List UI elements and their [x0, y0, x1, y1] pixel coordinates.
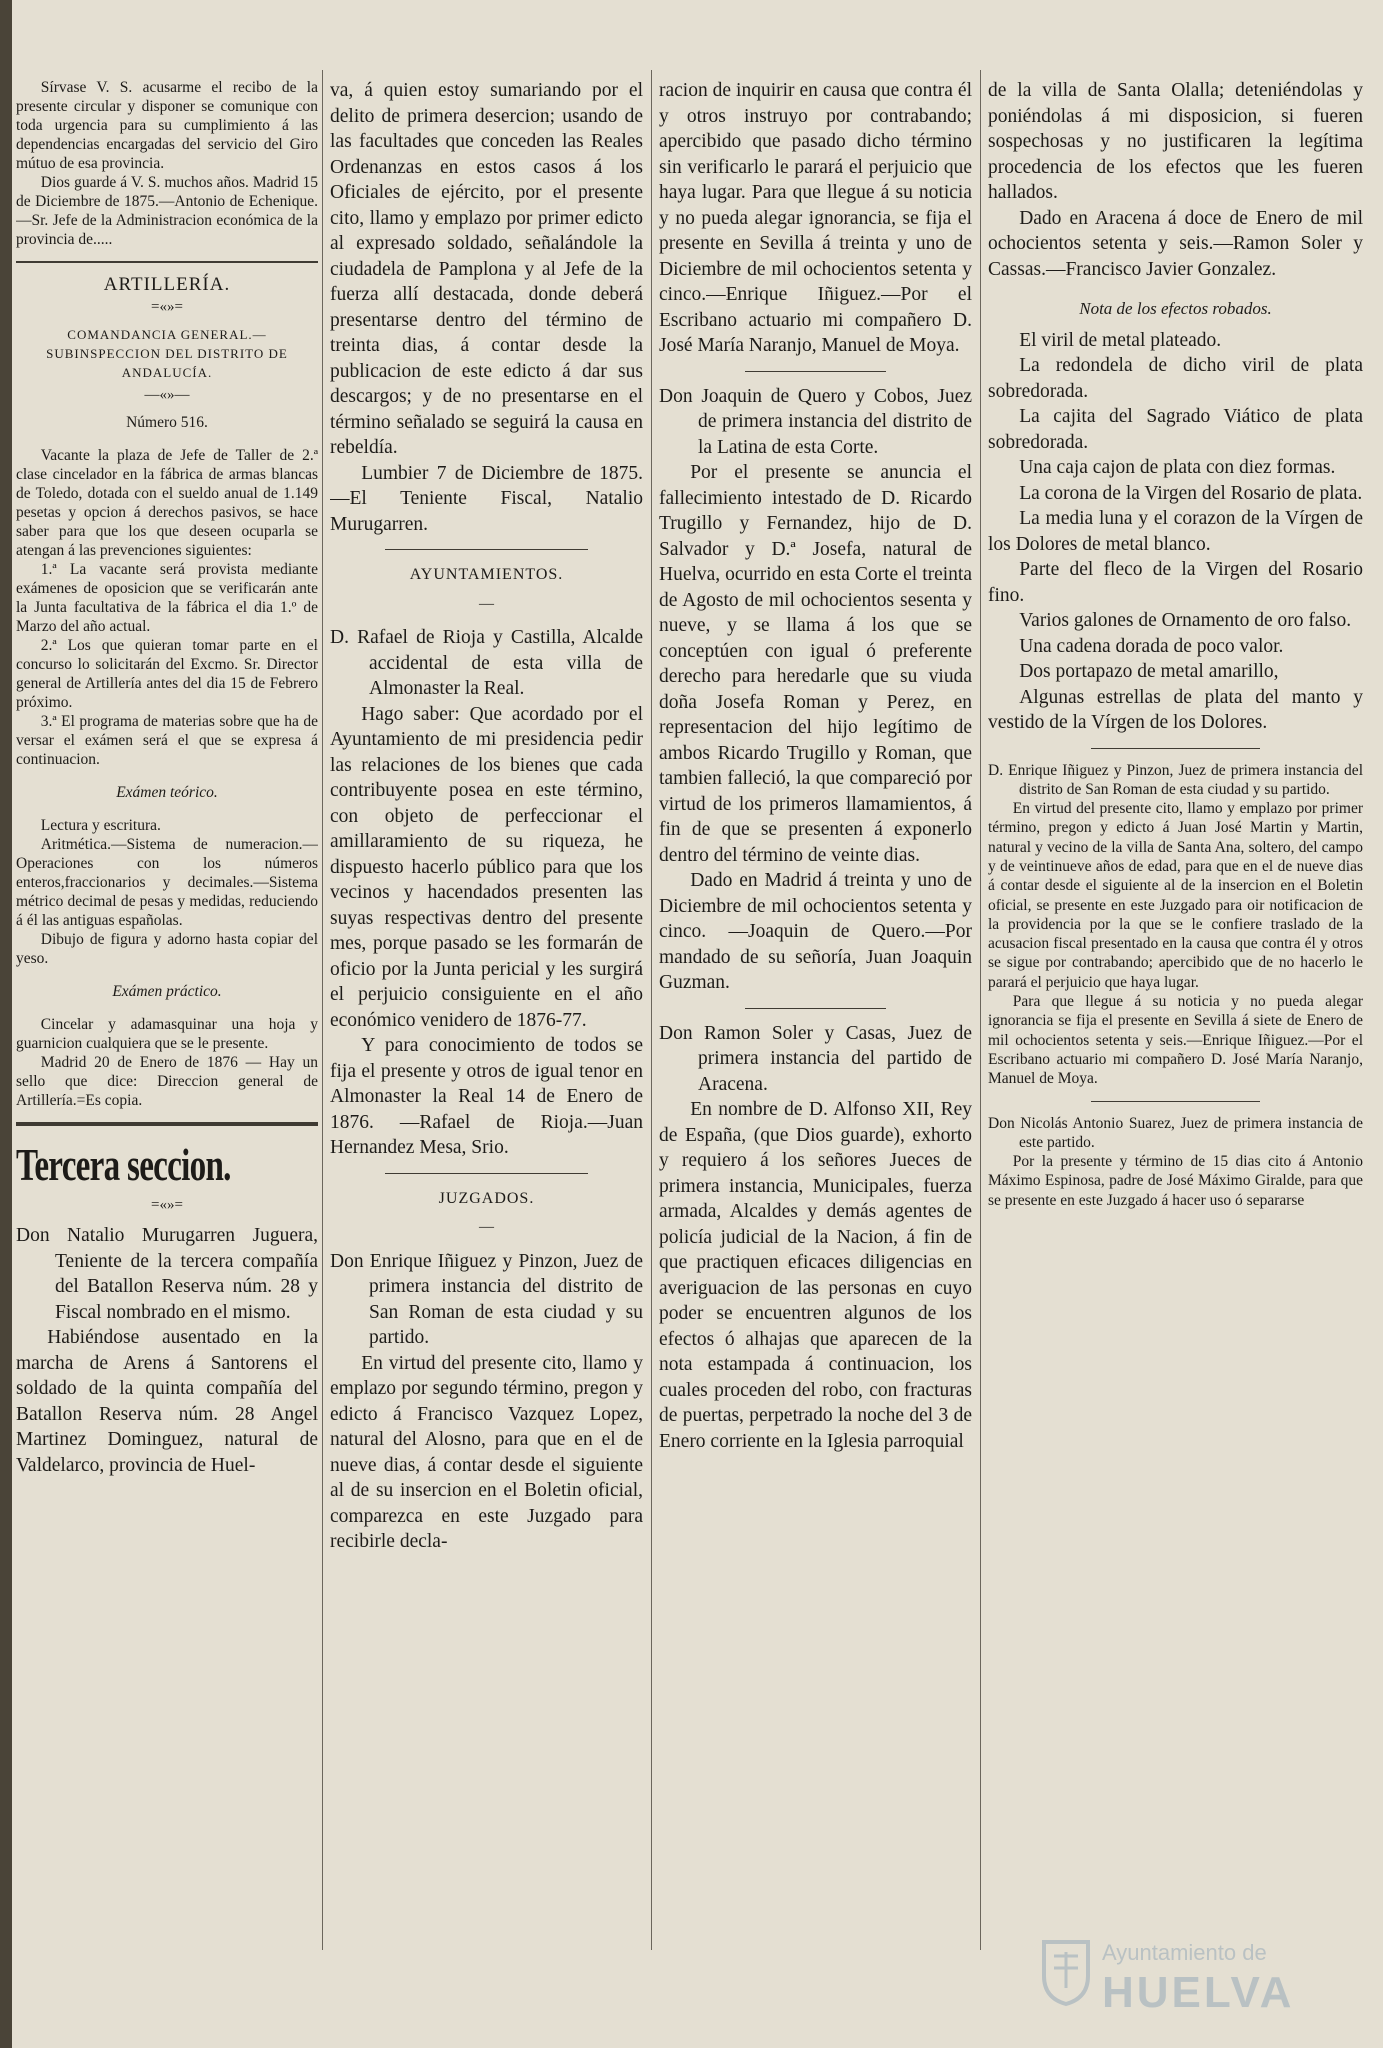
ornament: =«»=: [151, 299, 183, 315]
iniguez-paragraph: En virtud del presente cito, llamo y emplazo por segundo término, pregon y edicto á Francisco Vazquez Lopez, natural del Alosno, para que en el de nueve dias, á contar desde el siguiente al de su insercion en el Boletin oficial, comparezca en este Juzgado para recibirle decla-: [330, 1352, 643, 1552]
nota-item: Parte del fleco de la Virgen del Rosario fino.: [988, 559, 1363, 606]
ornament: =«»=: [151, 1197, 183, 1213]
martin-signature: Para que llegue á su noticia y no pueda alegar ignorancia se fija el presente en Sevilla á siete de Enero de mil ochocientos setenta y seis.—Enrique Iñiguez.—Por el Escribano actuario mi compañero D. José María Naranjo, Manuel de Moya.: [988, 993, 1363, 1088]
rioja-signature: Y para conocimiento de todos se fija el presente y otros de igual tenor en Almonaster la Real 14 de Enero de 1876. —Rafael de Rioja.—Juan Hernandez Mesa, Srio.: [330, 1035, 643, 1158]
nota-item: La redondela de dicho viril de plata sobredorada.: [988, 355, 1363, 402]
coat-of-arms-icon: [1040, 1938, 1092, 2008]
teorico-heading: Exámen teórico.: [116, 784, 218, 801]
nota-item: Una caja cajon de plata con diez formas.: [1019, 457, 1336, 478]
nota-item: La cajita del Sagrado Viático de plata sobredorada.: [988, 406, 1363, 453]
practico-heading: Exámen práctico.: [112, 983, 222, 1000]
nota-item: La corona de la Virgen del Rosario de plata.: [1019, 482, 1363, 504]
teorico-item: Dibujo de figura y adorno hasta copiar del yeso.: [16, 931, 318, 967]
section-rule: [745, 371, 886, 372]
section-rule: [745, 1008, 886, 1009]
archive-watermark: [1040, 1930, 1350, 2040]
practico-signature: Madrid 20 de Enero de 1876 — Hay un sello que dice: Direccion general de Artillería.=Es copia.: [16, 1054, 318, 1109]
nota-item: Algunas estrellas de plata del manto y vestido de la Vírgen de los Dolores.: [988, 686, 1363, 733]
quero-paragraph: Por el presente se anuncia el fallecimiento intestado de D. Ricardo Trugillo y Fernandez, hijo de D. Salvador y D.ª Josefa, natural de Huelva, ocurrido en esta Corte el treinta de Agosto de mil ochocientos sesenta y nueve, y se llama á los que se conceptúen con igual ó preferente derecho para heredarle que su viuda doña Josefa Roman y Perez, en representacion del hijo legítimo de ambos Ricardo Trugillo y Roman, que tambien falleció, la que compareció por virtud de los primeros llamamientos, á fin de que se presenten á exponerlo dentro del término de veinte dias.: [659, 462, 972, 866]
watermark-line-2: HUELVA: [1102, 1968, 1295, 2017]
watermark-line-1: Ayuntamiento de: [1102, 1940, 1267, 1965]
quero-signature: Dado en Madrid á treinta y uno de Diciembre de mil ochocientos setenta y cinco. —Joaquin de Quero.—Por mandado de su señoría, Juan Joaquin Guzman.: [659, 870, 972, 993]
suarez-paragraph: Por la presente y término de 15 dias cito á Antonio Máximo Espinosa, padre de José Máximo Giralde, para que se presente en este Juzgado á hacer uso ó separarse: [988, 1153, 1363, 1209]
martin-heading: D. Enrique Iñiguez y Pinzon, Juez de primera instancia del distrito de San Roman de esta ciudad y su partido.: [988, 761, 1363, 798]
section-rule: [16, 261, 318, 263]
nota-item: Varios galones de Ornamento de oro falso.: [1019, 610, 1352, 631]
section-title-juzgados: JUZGADOS.: [438, 1189, 535, 1207]
ornament: —«»—: [144, 387, 190, 403]
teorico-item: Aritmética.—Sistema de numeracion.—Operaciones con los números enteros,fraccionarios y decimales.—Sistema métrico decimal de pesas y medidas, reduciendo á él las antiguas españolas.: [16, 836, 318, 929]
ornament: —: [479, 595, 494, 612]
murugarren-paragraph: Habiéndose ausentado en la marcha de Arens á Santorens el soldado de la quinta compañía del Batallon Reserva núm. 28 Angel Martinez Dominguez, natural de Valdelarco, provincia de Huel-: [16, 1327, 318, 1476]
column-4: [988, 78, 1363, 1210]
section-title-artilleria: ARTILLERÍA.: [103, 274, 231, 295]
circular-signature: Dios guarde á V. S. muchos años. Madrid 15 de Diciembre de 1875.—Antonio de Echenique.—Sr. Jefe de la Administracion económica de la provincia de.....: [16, 174, 318, 248]
vacante-item-3: 3.ª El programa de materias sobre que ha de versar el exámen será el que se expresa á continuacion.: [16, 713, 318, 768]
column-2: [330, 78, 643, 1555]
soler-heading: Don Ramon Soler y Casas, Juez de primera instancia del partido de Aracena.: [659, 1022, 972, 1095]
section-rule: [385, 1173, 588, 1174]
practico-item: Cincelar y adamasquinar una hoja y guarnicion cualquiera que se le presente.: [16, 1016, 318, 1052]
column-rule: [651, 70, 652, 1950]
column-3: [659, 78, 972, 1454]
vacante-paragraph: Vacante la plaza de Jefe de Taller de 2.ª clase cincelador en la fábrica de armas blancas de Toledo, dotada con el sueldo anual de 1.149 pesetas y opcion á derechos pasivos, se hace saber para que los que deseen ocuparla se atengan á las prevenciones siguientes:: [16, 447, 318, 559]
section-rule: [1091, 748, 1260, 749]
nota-item: Una cadena dorada de poco valor.: [1019, 635, 1284, 657]
section-title-ayuntamientos: AYUNTAMIENTOS.: [409, 566, 564, 583]
rioja-heading: D. Rafael de Rioja y Castilla, Alcalde accidental de esta villa de Almonaster la Real.: [330, 627, 643, 699]
rioja-paragraph: Hago saber: Que acordado por el Ayuntamiento de mi presidencia pedir las relaciones de los bienes que cada contribuyente posea en este término, con objeto de perfeccionar el amillaramiento de su riqueza, he dispuesto hacerlo público para que los vecinos y hacendados presenten las suyas respectivas dentro del presente mes, porque pasado se les formarán de oficio por la Junta pericial y les surgirá el perjuicio consiguiente en el año económico venidero de 1876-77.: [330, 703, 643, 1031]
teorico-item: Lectura y escritura.: [40, 817, 161, 834]
tercera-seccion-title: Tercera seccion.: [16, 1139, 231, 1190]
column-rule: [322, 70, 323, 1950]
binding-spine: [0, 0, 12, 2048]
quero-heading: Don Joaquin de Quero y Cobos, Juez de primera instancia del distrito de la Latina de esta Corte.: [659, 385, 972, 458]
martin-paragraph: En virtud del presente cito, llamo y emplazo por primer término, pregon y edicto á Juan José Martin y Martin, natural y vecino de la villa de Santa Ana, soltero, del campo y de veintinueve años de edad, para que en el de nueve dias á contar desde el siguiente al de la insercion en el Boletin oficial, se presente en este Juzgado para oir notificacion de la providencia por la que se le confiere traslado de la acusacion fiscal presentado en la causa que contra él y otros se sigue por contrabando; apercibido que de no hacerlo le parará el perjuicio que haya lugar.: [988, 800, 1363, 991]
iniguez-heading: Don Enrique Iñiguez y Pinzon, Juez de primera instancia del distrito de San Roman de esta ciudad y su partido.: [330, 1250, 643, 1348]
nota-item: La media luna y el corazon de la Vírgen de los Dolores de metal blanco.: [988, 508, 1363, 555]
column-1: [16, 78, 318, 1478]
iniguez-continuation: racion de inquirir en causa que contra él y otros instruyo por contrabando; apercibido que pasado dicho término sin verificarlo le parará el perjuicio que haya lugar. Para que llegue á su noticia y no pueda alegar ignorancia, se fija el presente en Sevilla á treinta y uno de Diciembre de mil ochocientos setenta y cinco.—Enrique Iñiguez.—Por el Escribano actuario mi compañero D. José María Naranjo, Manuel de Moya.: [659, 80, 972, 356]
nota-item: Dos portapazo de metal amarillo,: [1019, 661, 1279, 682]
desercion-paragraph: va, á quien estoy sumariando por el delito de primera desercion; usando de las facultades que conceden las Reales Ordenanzas en estos casos á los Oficiales de ejército, por el presente cito, llamo y emplazo por primer edicto al expresado soldado, señalándole la ciudadela de Pamplona y al Jefe de la fuerza allí destacada, donde deberá presentarse dentro del término de treinta dias, á contar desde la publicacion de este edicto á dar sus descargos; y de no presentarse en el término señalado se seguirá la causa en rebeldía.: [330, 80, 643, 458]
vacante-item-2: 2.ª Los que quieran tomar parte en el concurso lo solicitarán del Excmo. Sr. Director general de Artillería antes del dia 15 de Febrero próximo.: [16, 637, 318, 711]
numero-label: Número 516.: [126, 414, 208, 431]
nota-item: El viril de metal plateado.: [1019, 329, 1222, 351]
comandancia-heading: COMANDANCIA GENERAL.—SUBINSPECCION DEL DISTRITO DE ANDALUCÍA.: [46, 327, 288, 380]
column-rule: [980, 70, 981, 1950]
murugarren-heading: Don Natalio Murugarren Juguera, Teniente de la tercera compañía del Batallon Reserva núm. 28 y Fiscal nombrado en el mismo.: [16, 1225, 318, 1323]
suarez-heading: Don Nicolás Antonio Suarez, Juez de primera instancia de este partido.: [988, 1114, 1363, 1151]
soler-paragraph: En nombre de D. Alfonso XII, Rey de España, (que Dios guarde), exhorto y requiero á los señores Jueces de primera instancia, Municipales, fuerza armada, Alcaldes y demás agentes de policía judicial de la Nacion, á fin de que practiquen eficaces diligencias en averiguacion de las personas en cuyo poder se encuentren algunos de los efectos ó alhajas que aparecen de la nota estampada á continuacion, los cuales proceden del robo, con fracturas de puertas, perpetrado la noche del 3 de Enero corriente en la Iglesia parroquial: [659, 1099, 972, 1452]
aracena-signature: Dado en Aracena á doce de Enero de mil ochocientos setenta y seis.—Ramon Soler y Cassas.—Francisco Javier Gonzalez.: [988, 207, 1363, 280]
vacante-item-1: 1.ª La vacante será provista mediante exámenes de oposicion que se verificarán ante la Junta facultativa de la fábrica el dia 1.º de Marzo del año actual.: [16, 561, 318, 635]
circular-paragraph: Sírvase V. S. acusarme el recibo de la presente circular y disponer se comunique con toda urgencia para su cumplimiento á las dependencias encargadas del servicio del Giro mútuo de esa provincia.: [16, 79, 318, 172]
soler-continuation: de la villa de Santa Olalla; deteniéndolas y poniéndolas á mi disposicion, si fueren sospechosas y no justificaren la legítima procedencia de los efectos que les fueren hallados.: [988, 80, 1363, 203]
section-rule: [16, 1122, 318, 1126]
nota-heading: Nota de los efectos robados.: [1079, 299, 1272, 318]
lumbier-signature: Lumbier 7 de Diciembre de 1875.—El Teniente Fiscal, Natalio Murugarren.: [330, 462, 643, 535]
section-rule: [1091, 1101, 1260, 1102]
ornament: —: [479, 1219, 494, 1235]
section-rule: [385, 549, 588, 550]
